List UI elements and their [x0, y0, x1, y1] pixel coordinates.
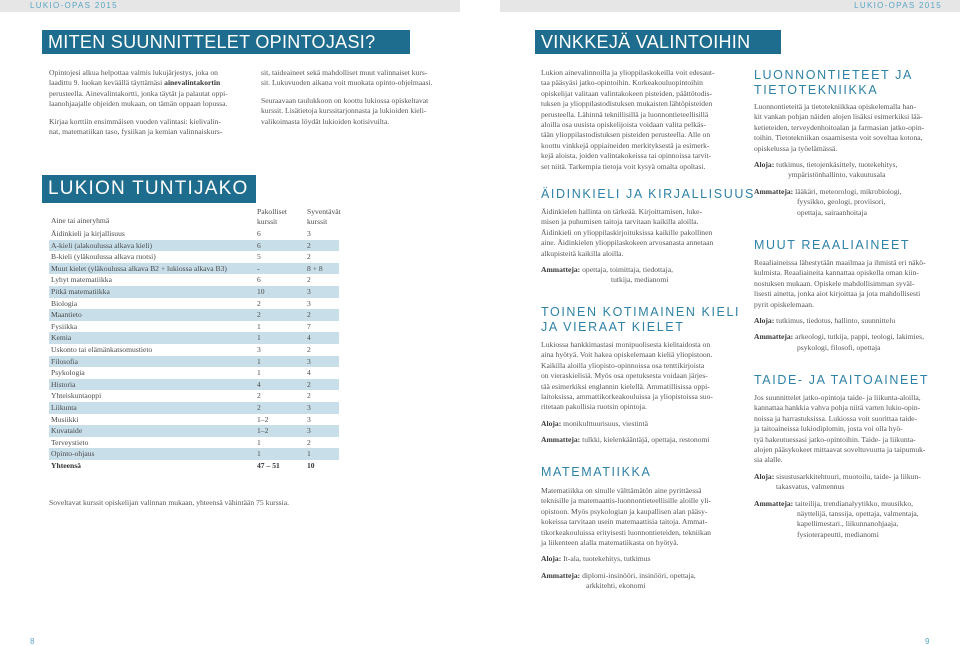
luonnontieteet-text: Luonnontieteitä ja tietotekniikkaa opiskelemalla han- kit vankan pohjan näiden alojen lisäksi esimerkiksi lää- ketieteiden, terveydenhoitoalan ja farmasian jatko-opin- toihin. Tietotekniikan osaamisesta voit soveltaa kotona, opiskelussa ja työelämässä. Aloja: tutkimus, tietojenkäsittely, tuotekehitys, ympäristönhallinto, vakuutusala Ammatteja: lääkäri, meteorologi, mikrobiologi, fyysikko, geologi, proviisori, opettaja, sairaanhoitaja: [754, 102, 925, 217]
optional-cell: 2: [307, 437, 311, 447]
intro-bold-term: ainevalintakortin: [164, 78, 221, 88]
table-row: [49, 240, 339, 252]
subject-cell: Biologia: [51, 298, 78, 308]
subject-cell: Yhteiskuntaoppi: [51, 391, 102, 401]
table-row: [49, 274, 339, 286]
mandatory-cell: 1–2: [257, 426, 269, 436]
intro-line: nat, matematiikan taso, fysiikan ja kemian valinnaiskurs-: [49, 127, 223, 137]
heading-toinen-kieli: TOINEN KOTIMAINEN KIELI JA VIERAAT KIELET: [541, 305, 741, 334]
intro-line: sit. Lukuvuoden aikana voit muokata opinto-ohjelmaasi.: [261, 78, 433, 88]
mandatory-cell: 1: [257, 321, 261, 331]
subject-cell: Historia: [51, 379, 76, 389]
optional-cell: 3: [307, 414, 311, 424]
table-row: [49, 344, 339, 356]
table-row: [49, 437, 339, 449]
optional-cell: 2: [307, 275, 311, 285]
matematiikka-text: Matematiikka on sinulle välttämätön aine pyrittäessä teknisille ja matemaattis-luonnontieteellisille aloille yli- opistoon. Myös psykologian ja kaupallisen alan pääsy- kokeissa tarvitaan usein matemaattisia taitoja. Ammat- tikorkeakouluissa erityisesti luonnontieteiden, tekniikan ja liikenteen alalla matematiikasta on hyötyä. Aloja: It-ala, tuotekehitys, tutkimus Ammatteja: diplomi-insinööri, insinööri, opettaja, arkkitehti, ekonomi: [541, 486, 711, 591]
subject-cell: Pitkä matematiikka: [51, 286, 110, 296]
left-banner: MITEN SUUNNITTELET OPINTOJASI?: [42, 30, 410, 54]
table-row: [49, 321, 339, 333]
table-row: [49, 379, 339, 391]
mandatory-cell: 4: [257, 379, 261, 389]
intro-line: Seuraavaan taulukkoon on koottu lukiossa opiskeltavat: [261, 95, 429, 105]
table-row: [49, 309, 339, 321]
optional-cell: 2: [307, 240, 311, 250]
subject-cell: Liikunta: [51, 402, 77, 412]
right-banner: VINKKEJÄ VALINTOIHIN: [535, 30, 781, 54]
intro-column-2: [261, 68, 461, 127]
subject-cell: Maantieto: [51, 310, 82, 320]
intro-column-1: [49, 68, 254, 137]
subject-cell: Kuvataide: [51, 426, 83, 436]
taide-text: Jos suunnittelet jatko-opintoja taide- ja liikunta-aloilla, kannattaa hankkia vahva pohja niitä varten lukio-opin- noissa ja harrastuksissa. Lukiossa voit suorittaa taide- ja taitoaineissa lukiodiplomin, josta voi olla hyö- tyä hakeutuessasi jatko-opintoihin. Taide- ja liikunta- alojen pääsykokeet mittaavat soveltuvuutta ja taipumuk- sia alalle. Aloja: sisustusarkkitehtuuri, muotoilu, taide- ja liikun- takasvatus, valmennus Ammatteja: taiteilija, trendianalyytikko, muusikko, näyttelijä, tanssija, opettaja, valmentaja, kapellimestari., liikunnanohjaaja, fysioterapeutti, medianomi: [754, 393, 926, 539]
mandatory-cell: 47 – 51: [257, 460, 280, 470]
intro-line: kurssit. Lisätietoja kurssitarjonnasta ja lukioiden kieli-: [261, 106, 427, 116]
table-row: [49, 286, 339, 298]
table-row: [49, 251, 339, 263]
heading-matematiikka: MATEMATIIKKA: [541, 465, 652, 479]
subject-cell: Psykologia: [51, 368, 85, 378]
table-row: [49, 390, 339, 402]
mandatory-cell: -: [257, 263, 260, 273]
intro-line: sit, taideaineet sekä mahdolliset muut valinnaiset kurs-: [261, 68, 428, 77]
table-row: [49, 414, 339, 426]
subject-cell: Kemia: [51, 333, 72, 343]
mandatory-cell: 1–2: [257, 414, 269, 424]
table-total-row: [49, 460, 339, 472]
table-row: [49, 448, 339, 460]
tuntijako-title: LUKION TUNTIJAKO: [42, 175, 256, 203]
table-row: [49, 332, 339, 344]
intro-line: Opintojesi alkua helpottaa valmis lukujärjestys, joka on: [49, 68, 218, 77]
subject-cell: Fysiikka: [51, 321, 78, 331]
optional-cell: 2: [307, 391, 311, 401]
table-row: [49, 425, 339, 437]
optional-cell: 10: [307, 460, 315, 470]
subject-cell: Yhteensä: [51, 460, 81, 470]
mandatory-cell: 1: [257, 368, 261, 378]
subject-cell: A-kieli (alakoulussa alkava kieli): [51, 240, 153, 250]
optional-cell: 8 + 8: [307, 263, 323, 273]
optional-cell: 2: [307, 344, 311, 354]
table-row: [49, 263, 339, 275]
intro-line: laadittu 9. luokan keväällä täyttämäsi ainevalintakortin: [49, 78, 221, 88]
col-header-subject: Aine tai aineryhmä: [51, 216, 110, 225]
mandatory-cell: 2: [257, 310, 261, 320]
table-footnote: Soveltavat kurssit opiskelijan valinnan mukaan, yhteensä vähintään 75 kurssia.: [49, 498, 289, 507]
table-row: [49, 356, 339, 368]
optional-cell: 3: [307, 402, 311, 412]
heading-luonnontieteet: LUONNONTIETEET JA TIETOTEKNIIKKA: [754, 68, 913, 97]
subject-cell: Opinto-ohjaus: [51, 449, 95, 459]
intro-line: perusteella. Ainevalintakortti, jonka täytät ja palautat oppi-: [49, 88, 228, 98]
mandatory-cell: 1: [257, 333, 261, 343]
optional-cell: 2: [307, 379, 311, 389]
optional-cell: 4: [307, 368, 311, 378]
optional-cell: 2: [307, 252, 311, 262]
optional-cell: 3: [307, 229, 311, 238]
subject-cell: Uskonto tai elämänkatsomustieto: [51, 344, 153, 354]
heading-reaaliaineet: MUUT REAALIAINEET: [754, 238, 911, 252]
mandatory-cell: 10: [257, 286, 265, 296]
optional-cell: 3: [307, 356, 311, 366]
reaaliaineet-text: Reaaliaineissa lähestytään maailmaa ja ihmistä eri näkö- kulmista. Reaaliaineita kannattaa opiskella oman kiin- nostuksen mukaan. Opiskele mahdollisimman syväl- lisesti ainetta, jonka aiot kirjoittaa ja jota mahdollisesti pyrit opiskelemaan. Aloja: tutkimus, tiedotus, hallinto, suunnittelu Ammatteja: arkeologi, tutkija, pappi, teologi, lakimies, psykologi, filosofi, opettaja: [754, 258, 926, 352]
subject-cell: Äidinkieli ja kirjallisuus: [51, 229, 125, 238]
col-header-mandatory: Pakolliset kurssit: [257, 207, 287, 226]
right-header-bar: [500, 0, 960, 12]
optional-cell: 4: [307, 333, 311, 343]
optional-cell: 3: [307, 298, 311, 308]
mandatory-cell: 2: [257, 391, 261, 401]
subject-cell: Terveystieto: [51, 437, 89, 447]
optional-cell: 3: [307, 286, 311, 296]
table-row: [49, 402, 339, 414]
heading-taide: TAIDE- JA TAITOAINEET: [754, 373, 930, 387]
mandatory-cell: 2: [257, 298, 261, 308]
mandatory-cell: 2: [257, 402, 261, 412]
subject-cell: Filosofia: [51, 356, 79, 366]
right-header-text: LUKIO-OPAS 2015: [854, 1, 942, 10]
left-header-bar: [0, 0, 460, 12]
mandatory-cell: 5: [257, 252, 261, 262]
toinen-kieli-text: Lukiossa hankkimastasi monipuolisesta kielitaidosta on aina hyötyä. Voit hakea opiskelemaan kieliä yliopistoon. Kaikilla aloilla yliopisto-opinnoissa osa tenttikirjoista on vieraskielisiä. Myös osa opetuksesta voidaan järjes- tää esimerkiksi englannin kielellä. Ammatillisissa oppi- laitoksissa, ammattikorkeakouluissa ja yliopistoissa suo- ritetaan pakollisia ruotsin opintoja. Aloja: monikulttuurisuus, viestintä Ammatteja: tulkki, kielenkääntäjä, opettaja, restonomi: [541, 340, 713, 445]
mandatory-cell: 6: [257, 229, 261, 238]
table-row: [49, 228, 339, 240]
mandatory-cell: 1: [257, 437, 261, 447]
tuntijako-table: [49, 228, 339, 471]
intro-line: laanohjaajalle ohjeiden mukaan, on tämän oppaan lopussa.: [49, 99, 228, 109]
mandatory-cell: 6: [257, 240, 261, 250]
intro-line: valikoimasta löydät lukioiden kotisivuilta.: [261, 116, 390, 126]
page-number-left: 8: [30, 637, 35, 646]
optional-cell: 2: [307, 310, 311, 320]
intro-line: Kirjaa korttiin ensimmäisen vuoden valintasi: kielivalin-: [49, 116, 221, 126]
mandatory-cell: 1: [257, 356, 261, 366]
subject-cell: B-kieli (yläkoulussa alkava ruotsi): [51, 252, 156, 262]
table-row: [49, 367, 339, 379]
subject-cell: Musiikki: [51, 414, 79, 424]
optional-cell: 1: [307, 449, 311, 459]
optional-cell: 3: [307, 426, 311, 436]
table-row: [49, 298, 339, 310]
mandatory-cell: 3: [257, 344, 261, 354]
mandatory-cell: 6: [257, 275, 261, 285]
optional-cell: 7: [307, 321, 311, 331]
mandatory-cell: 1: [257, 449, 261, 459]
col-header-optional: Syventävät kurssit: [307, 207, 341, 226]
subject-cell: Muut kielet (yläkoulussa alkava B2 + lukiossa alkava B3): [51, 263, 227, 273]
subject-cell: Lyhyt matematiikka: [51, 275, 112, 285]
aidinkieli-text: Äidinkielen hallinta on tärkeää. Kirjoittamisen, luke- misen ja puhumisen taitoja tarvitaan kaikilla aloilla. Äidinkieli on ylioppilaskirjoituksissa kaikille pakollinen aine. Äidinkielen ylioppilaskokeen arvosanasta annetaan alkupisteitä kaikilla aloilla. Ammatteja: opettaja, toimittaja, tiedottaja, tutkija, medianomi: [541, 207, 714, 285]
heading-aidinkieli: ÄIDINKIELI JA KIRJALLISUUS: [541, 187, 755, 201]
page-number-right: 9: [925, 637, 930, 646]
vinkit-intro: Lukion ainevalinnoilla ja ylioppilaskokeilla voit edesaut- taa pääsyäsi jatko-opintoihin. Korkeakouluopintoihin opiskelijat valitaan valintakokeen pisteiden, päättötodis- tuksen ja ylioppilastodistuksen mukaisten lähtöpisteiden perusteella. Lähinnä teknillisillä ja luonnontieteellisillä aloilla osa uusista opiskelijoista voidaan valita pelkäs- tään ylioppilastodistuksen pisteiden perusteella. Alle on koottu vinkkejä oppiaineiden merkityksestä ja esimerk- kejä aloista, joiden valintakokeissa tai opinnoissa tarvit- set niitä. Tarkempia tietoja voit kysyä omalta opoltasi.: [541, 68, 715, 171]
left-header-text: LUKIO-OPAS 2015: [30, 1, 118, 10]
